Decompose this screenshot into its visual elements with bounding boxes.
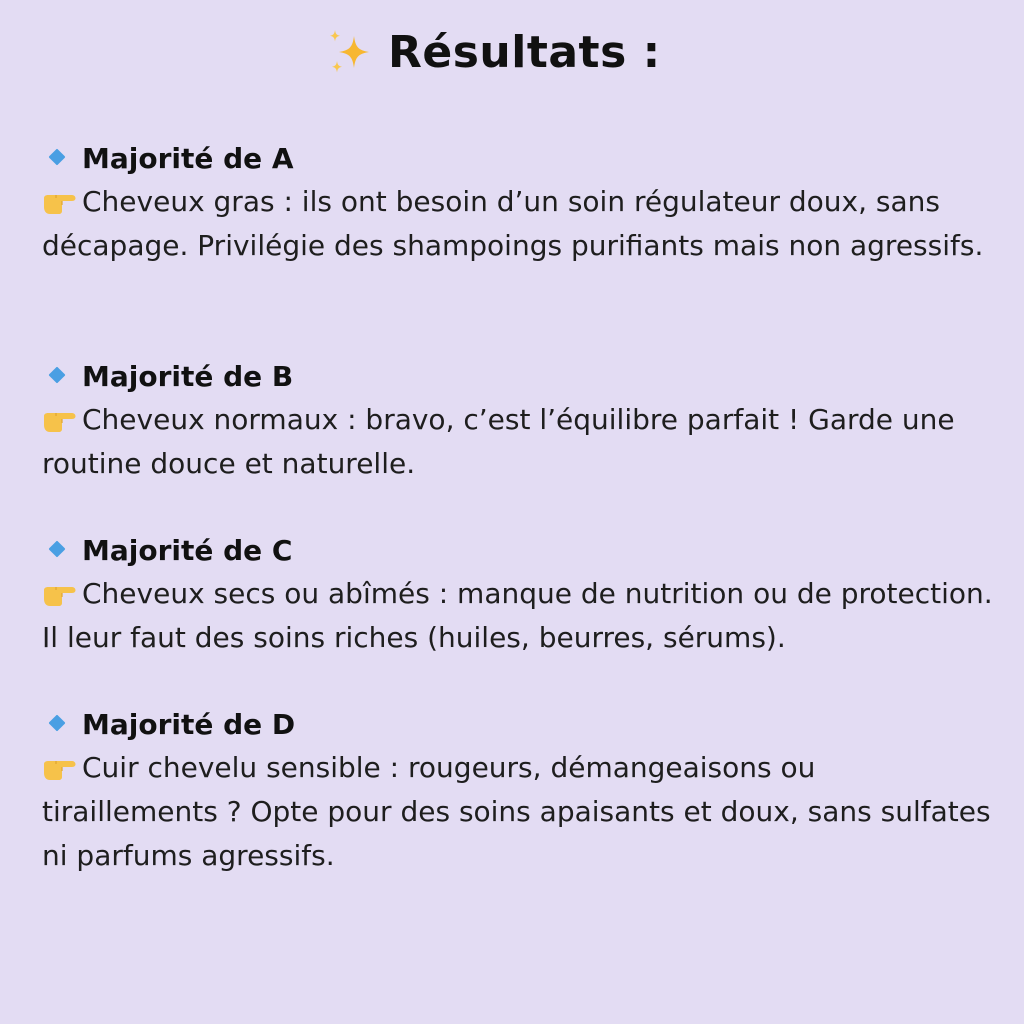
section-heading-text: Majorité de A xyxy=(82,141,294,175)
section-body xyxy=(42,398,997,486)
section-body-text: Cheveux normaux : bravo, c’est l’équilibre parfait ! Garde une routine douce et naturelle. xyxy=(42,403,955,480)
section-heading xyxy=(42,136,1002,180)
title-text: Résultats : xyxy=(388,26,661,78)
result-section-c xyxy=(42,528,1002,660)
section-body xyxy=(42,180,997,268)
pointing-hand-icon xyxy=(42,407,78,433)
section-heading-text: Majorité de C xyxy=(82,533,293,567)
page-title xyxy=(324,22,661,82)
section-heading xyxy=(42,702,1002,746)
result-section-d xyxy=(42,702,1002,878)
section-body-text: Cheveux gras : ils ont besoin d’un soin régulateur doux, sans décapage. Privilégie des shampoings purifiants mais non agressifs. xyxy=(42,185,984,262)
section-heading xyxy=(42,354,1002,398)
blue-diamond-icon xyxy=(42,143,82,173)
section-heading-text: Majorité de D xyxy=(82,707,296,741)
blue-diamond-icon xyxy=(42,361,82,391)
section-heading xyxy=(42,528,1002,572)
pointing-hand-icon xyxy=(42,581,78,607)
section-heading-text: Majorité de B xyxy=(82,359,294,393)
result-section-b xyxy=(42,354,1002,486)
section-body xyxy=(42,572,997,660)
section-body-text: Cuir chevelu sensible : rougeurs, démangeaisons ou tiraillements ? Opte pour des soins apaisants et doux, sans sulfates ni parfums agressifs. xyxy=(42,751,991,872)
pointing-hand-icon xyxy=(42,755,78,781)
section-body-text: Cheveux secs ou abîmés : manque de nutrition ou de protection. Il leur faut des soins riches (huiles, beurres, sérums). xyxy=(42,577,993,654)
result-section-a xyxy=(42,136,1002,268)
section-body xyxy=(42,746,997,878)
pointing-hand-icon xyxy=(42,189,78,215)
blue-diamond-icon xyxy=(42,709,82,739)
sparkles-icon xyxy=(324,26,376,78)
blue-diamond-icon xyxy=(42,535,82,565)
